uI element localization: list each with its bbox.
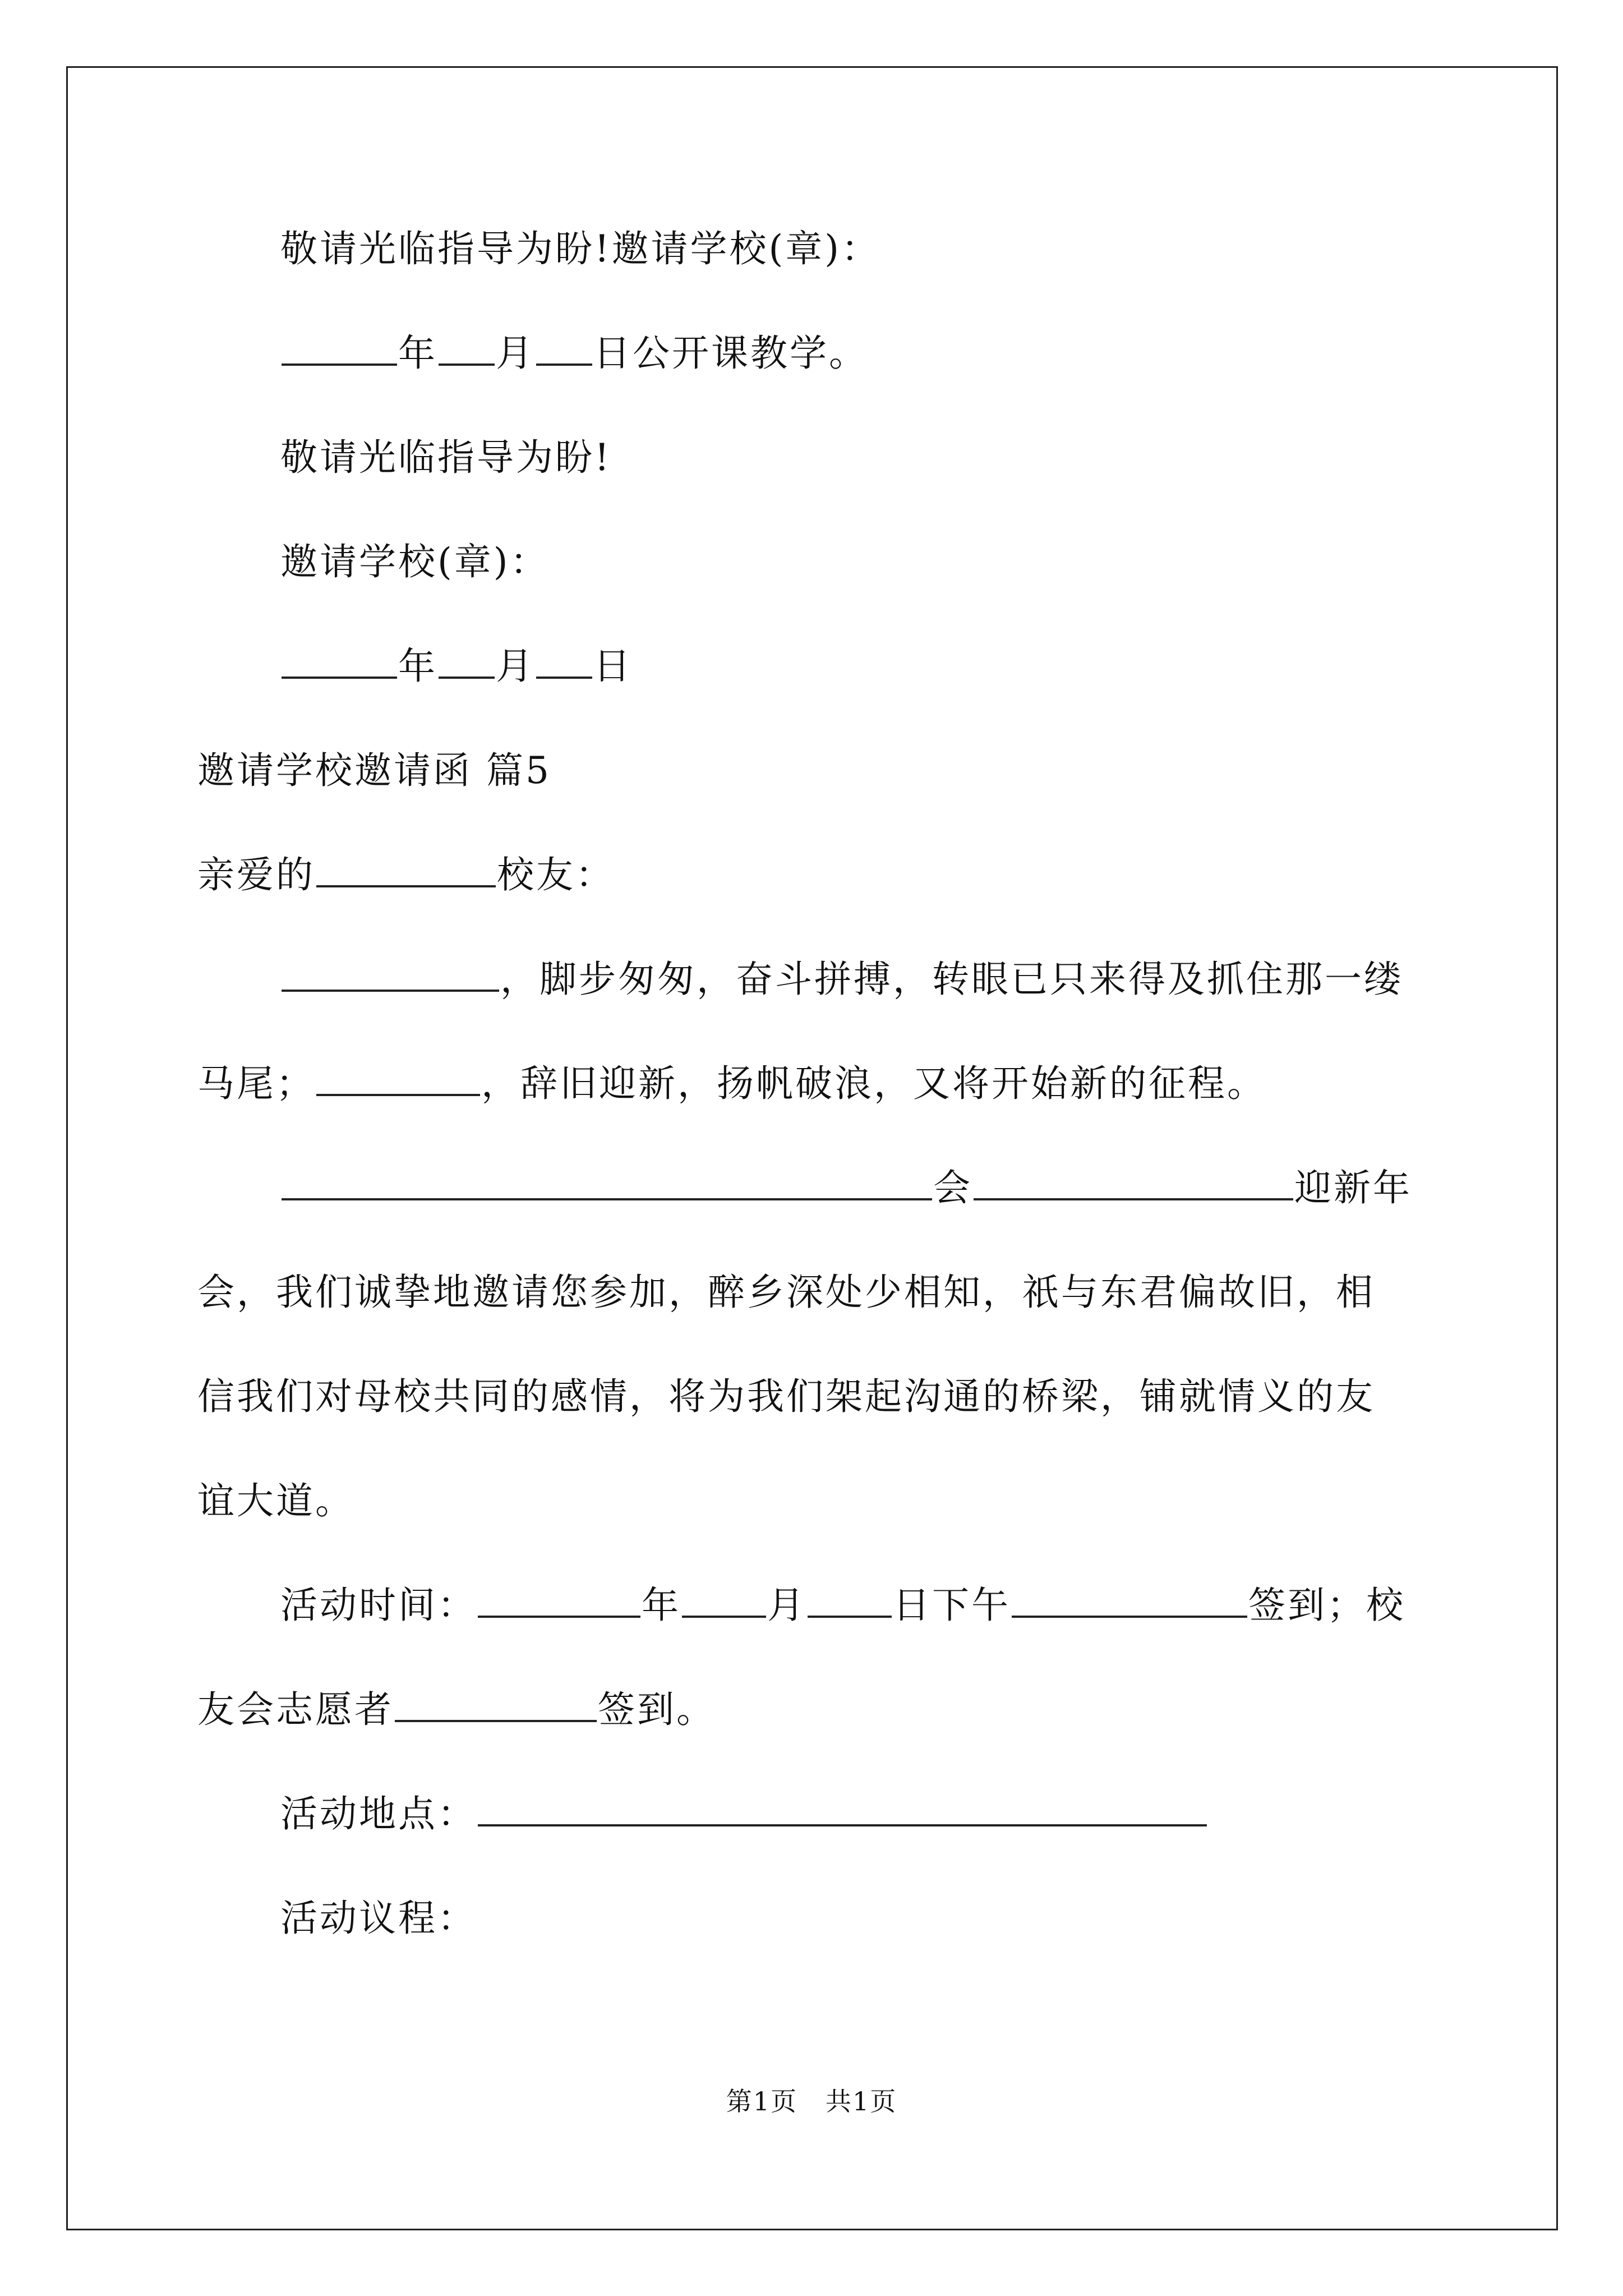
blank-year-name (974, 1167, 1293, 1200)
paragraph-1-line-2 (197, 1061, 1266, 1106)
paragraph-text: 会 (933, 1166, 972, 1209)
blank-month (439, 645, 495, 679)
text-year: 年 (398, 645, 437, 688)
volunteer-text: 友会志愿者 (197, 1688, 394, 1731)
blank-year (282, 645, 397, 679)
blank-month (682, 1584, 766, 1618)
paragraph-2-line-2 (197, 1270, 1375, 1315)
section-heading (197, 748, 551, 793)
text-month: 月 (496, 645, 535, 688)
volunteer-line (197, 1687, 716, 1732)
volunteer-sign-in: 签到。 (598, 1688, 716, 1731)
text: 敬请光临指导为盼!邀请学校(章)： (280, 227, 881, 270)
text-line-school-seal (280, 540, 550, 585)
page-total: 共1页 (826, 2086, 897, 2116)
text: 敬请光临指导为盼! (280, 436, 612, 479)
blank-class (316, 854, 496, 887)
text-month: 月 (496, 332, 535, 375)
blank-day (536, 332, 592, 366)
text-line-welcome (280, 435, 612, 480)
blank-time (1012, 1584, 1247, 1618)
paragraph-text: ，脚步匆匆，奋斗拼搏，转眼已只来得及抓住那一缕 (500, 958, 1403, 1001)
text-month: 月 (767, 1584, 806, 1627)
paragraph-text: 会，我们诚挚地邀请您参加，醉乡深处少相知，祇与东君偏故旧，相 (197, 1271, 1375, 1314)
blank-place (478, 1793, 1207, 1826)
text-year: 年 (398, 332, 437, 375)
paragraph-2-line-1 (280, 1166, 1412, 1211)
text-line-date (280, 644, 633, 689)
paragraph-2-line-3 (197, 1374, 1375, 1419)
text-sign-in: 签到；校 (1248, 1584, 1405, 1627)
blank-day (536, 645, 592, 679)
text: 邀请学校(章)： (280, 540, 550, 583)
text-line-invitation-closing (280, 227, 880, 272)
event-time-label: 活动时间： (280, 1584, 477, 1627)
text-day: 日 (593, 645, 633, 688)
blank-volunteer-time (395, 1688, 597, 1722)
greeting-text: 亲爱的 (197, 853, 315, 896)
paragraph-text: 迎新年 (1294, 1166, 1412, 1209)
paragraph-1-line-1 (280, 957, 1403, 1002)
heading-text: 邀请学校邀请函 篇5 (197, 749, 551, 792)
paragraph-text: 信我们对母校共同的感情，将为我们架起沟通的桥梁，铺就情义的友 (197, 1375, 1375, 1418)
blank-phrase-1 (282, 958, 499, 992)
paragraph-text: 马尾； (197, 1062, 315, 1105)
event-place-line (280, 1792, 1208, 1837)
paragraph-text: ，辞旧迎新，扬帆破浪，又将开始新的征程。 (481, 1062, 1266, 1105)
text-day: 日下午 (893, 1584, 1011, 1627)
text-year: 年 (642, 1584, 681, 1627)
blank-day (808, 1584, 892, 1618)
greeting-line (197, 853, 615, 898)
greeting-alumni: 校友： (497, 853, 615, 896)
blank-year (478, 1584, 640, 1618)
blank-phrase-2 (316, 1062, 480, 1096)
blank-year (282, 332, 397, 366)
text-line-date-lesson (280, 331, 868, 376)
event-agenda-label: 活动议程： (280, 1897, 477, 1940)
paragraph-2-line-4 (197, 1479, 354, 1524)
paragraph-text: 谊大道。 (197, 1479, 354, 1522)
blank-month (439, 332, 495, 366)
text-day: 日公开课教学。 (593, 332, 868, 375)
page-footer (0, 2085, 1623, 2118)
event-time-line (280, 1583, 1405, 1628)
blank-organizer (282, 1167, 932, 1200)
event-agenda-line (280, 1896, 477, 1941)
page-number: 第1页 (726, 2086, 797, 2116)
event-place-label: 活动地点： (280, 1792, 477, 1835)
